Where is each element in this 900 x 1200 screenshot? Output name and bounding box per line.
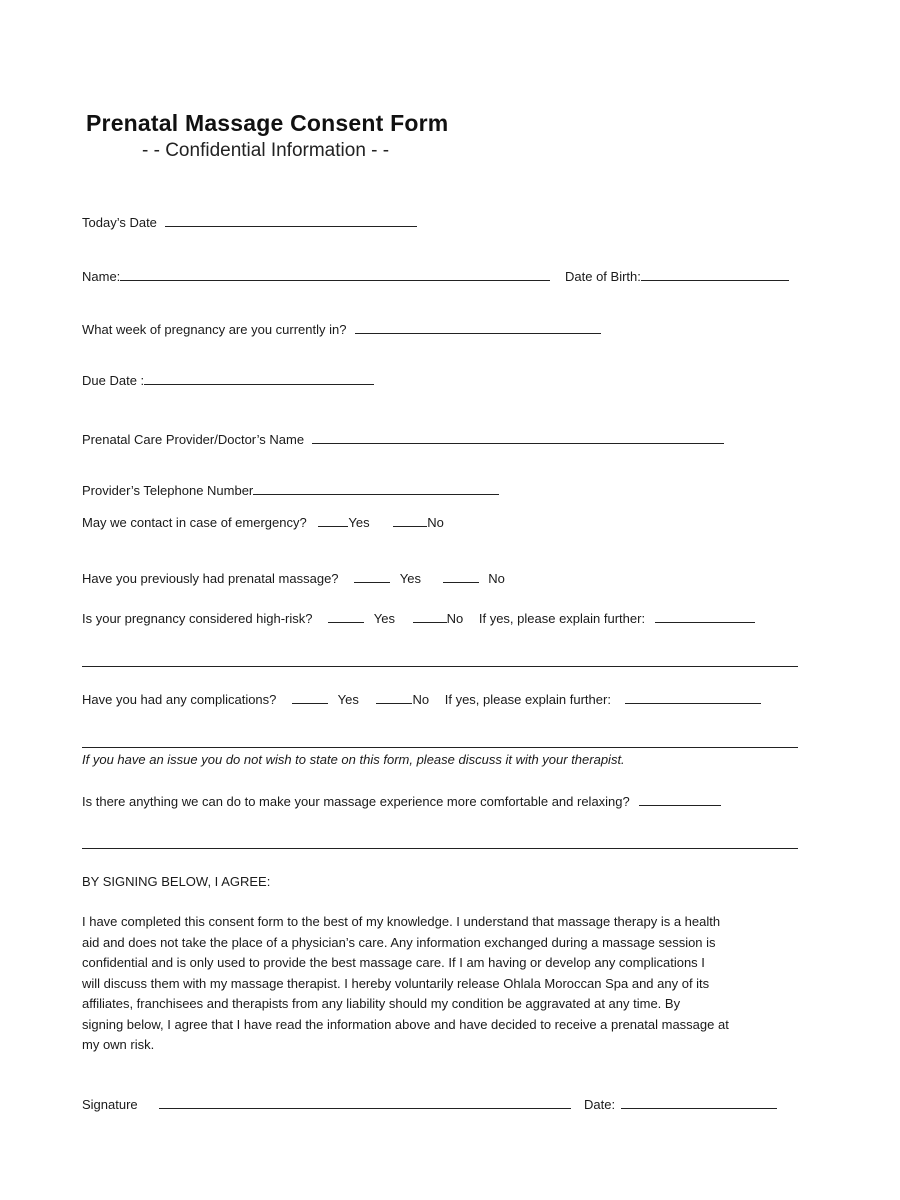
todays-date-field[interactable]	[165, 214, 417, 227]
prev-massage-yes-label: Yes	[399, 571, 422, 586]
form-subtitle: - - Confidential Information - -	[142, 140, 390, 161]
due-date-label: Due Date :	[82, 373, 145, 388]
due-date-row	[82, 372, 374, 389]
complications-explain-line[interactable]	[82, 747, 798, 748]
emergency-yes-label: Yes	[348, 515, 370, 530]
provider-name-label: Prenatal Care Provider/Doctor’s Name	[82, 432, 305, 447]
provider-name-row	[82, 431, 724, 448]
dob-label: Date of Birth:	[565, 269, 641, 284]
agreement-line: will discuss them with my massage therapist. I hereby voluntarily release Ohlala Moroccan Spa and any of its	[82, 975, 710, 991]
agreement-line: affiliates, franchisees and therapists from any liability should my condition be aggravated at any time. By	[82, 996, 681, 1011]
complications-explain-label: If yes, please explain further:	[444, 692, 611, 707]
dob-row	[565, 268, 789, 285]
high-risk-yes-blank[interactable]	[328, 610, 364, 623]
name-row	[82, 268, 550, 285]
high-risk-row	[82, 610, 755, 627]
due-date-field[interactable]	[144, 372, 374, 385]
comfort-extra-line[interactable]	[82, 848, 798, 849]
todays-date-label: Today’s Date	[82, 215, 157, 230]
prev-massage-no-label: No	[488, 571, 505, 586]
prev-massage-row	[82, 570, 505, 587]
signature-field[interactable]	[159, 1096, 571, 1109]
comfort-field[interactable]	[639, 793, 721, 806]
high-risk-label: Is your pregnancy considered high-risk?	[82, 611, 313, 626]
high-risk-yes-label: Yes	[373, 611, 395, 626]
provider-phone-row	[82, 482, 499, 499]
agreement-line: confidential and is only used to provide the best massage care. If I am having or develop any complications I	[82, 955, 705, 970]
high-risk-no-blank[interactable]	[413, 610, 447, 623]
emergency-no-label: No	[427, 515, 444, 530]
name-field[interactable]	[120, 268, 550, 281]
agreement-paragraph	[82, 912, 812, 1056]
complications-label: Have you had any complications?	[82, 692, 277, 707]
agreement-line: I have completed this consent form to the best of my knowledge. I understand that massage therapy is a health	[82, 914, 721, 929]
pregnancy-week-label: What week of pregnancy are you currently in?	[82, 322, 347, 337]
form-title: Prenatal Massage Consent Form	[86, 110, 449, 136]
complications-row	[82, 691, 761, 708]
prev-massage-yes-blank[interactable]	[354, 570, 390, 583]
high-risk-no-label: No	[446, 611, 464, 626]
comfort-row	[82, 793, 721, 810]
agreement-heading: BY SIGNING BELOW, I AGREE:	[82, 874, 271, 889]
signature-date-label: Date:	[584, 1097, 616, 1112]
emergency-contact-row	[82, 514, 444, 531]
emergency-contact-label: May we contact in case of emergency?	[82, 515, 307, 530]
provider-name-field[interactable]	[312, 431, 724, 444]
prev-massage-no-blank[interactable]	[443, 570, 479, 583]
pregnancy-week-row	[82, 321, 601, 338]
emergency-yes-blank[interactable]	[318, 514, 348, 527]
dob-field[interactable]	[641, 268, 789, 281]
comfort-label: Is there anything we can do to make your massage experience more comfortable and relaxing?	[82, 794, 630, 809]
complications-yes-label: Yes	[337, 692, 359, 707]
complications-no-label: No	[412, 692, 430, 707]
agreement-line: my own risk.	[82, 1037, 155, 1052]
agreement-line: signing below, I agree that I have read the information above and have decided to receive a prenatal massage at	[82, 1016, 729, 1032]
signature-date-field[interactable]	[621, 1096, 777, 1109]
signature-label: Signature	[82, 1097, 138, 1112]
high-risk-explain-line[interactable]	[82, 666, 798, 667]
complications-yes-blank[interactable]	[292, 691, 328, 704]
todays-date-row	[82, 214, 417, 231]
signature-row	[82, 1096, 571, 1113]
emergency-no-blank[interactable]	[393, 514, 427, 527]
name-label: Name:	[82, 269, 121, 284]
prev-massage-label: Have you previously had prenatal massage?	[82, 571, 339, 586]
pregnancy-week-field[interactable]	[355, 321, 601, 334]
discussion-notice: If you have an issue you do not wish to state on this form, please discuss it with your therapist.	[82, 752, 625, 767]
agreement-line: aid and does not take the place of a physician’s care. Any information exchanged during a massage session is	[82, 934, 716, 950]
high-risk-explain-label: If yes, please explain further:	[478, 611, 646, 626]
signature-date-row	[584, 1096, 777, 1113]
complications-explain-field[interactable]	[625, 691, 761, 704]
complications-no-blank[interactable]	[376, 691, 412, 704]
provider-phone-field[interactable]	[253, 482, 499, 495]
high-risk-explain-field[interactable]	[655, 610, 755, 623]
provider-phone-label: Provider’s Telephone Number	[82, 483, 254, 498]
